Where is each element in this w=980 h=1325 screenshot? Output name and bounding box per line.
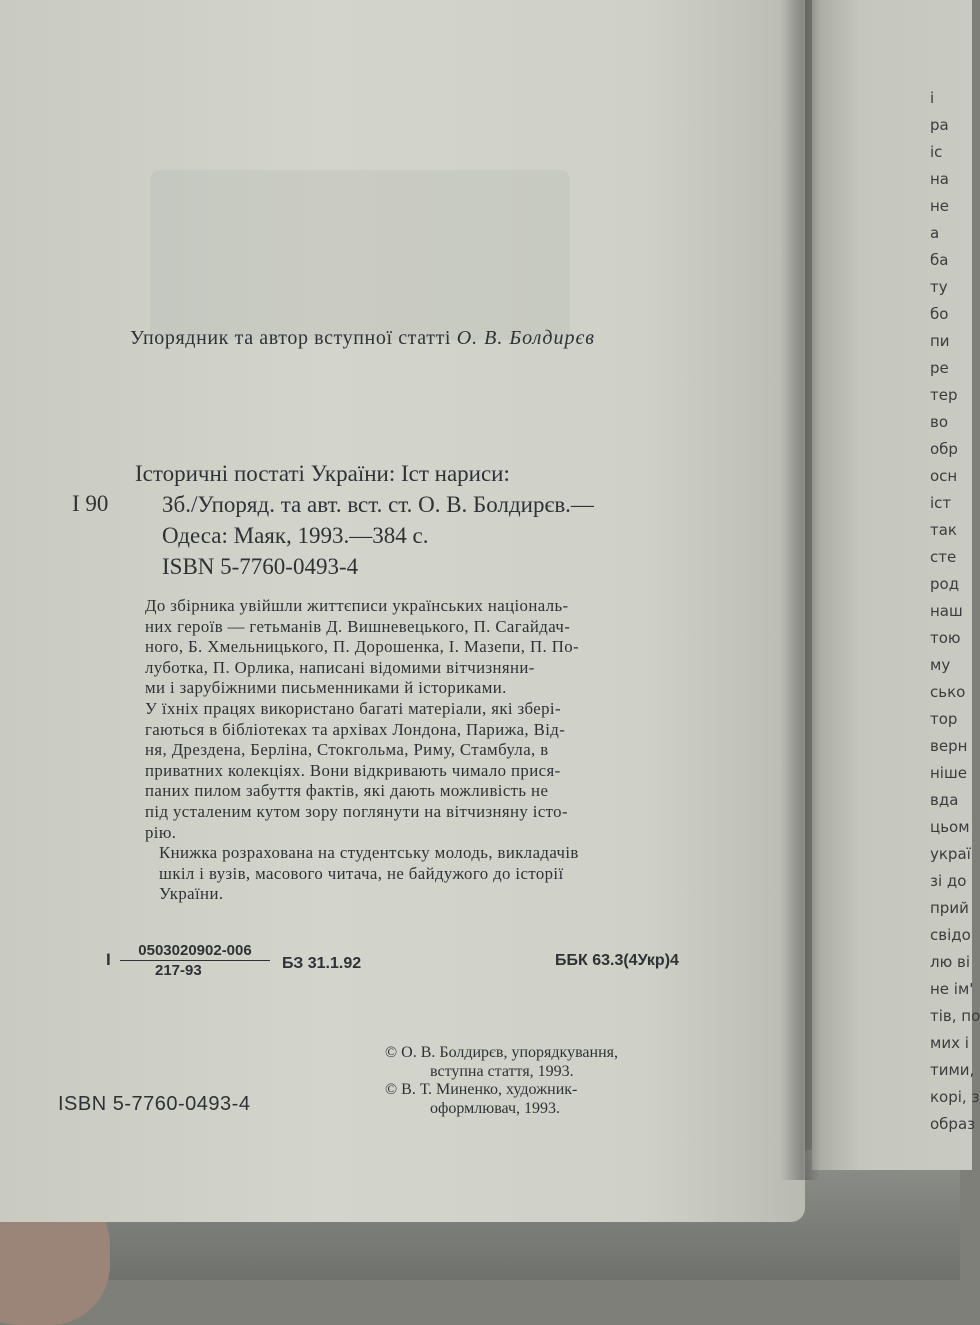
annotation-line: У їхніх працях використано багаті матеріали, які збері-	[145, 698, 561, 718]
right-page-fragment: прий	[930, 899, 969, 917]
right-page-fragment: зі до	[930, 872, 967, 890]
annotation-line: приватних колекціях. Вони відкривають чимало прися-	[145, 760, 561, 780]
right-page-fragment: сько	[930, 683, 966, 701]
right-page-fragment: верн	[930, 737, 968, 755]
index-prefix: І	[106, 950, 111, 969]
isbn-bottom: ISBN 5-7760-0493-4	[58, 1093, 251, 1115]
right-page-fragment: на	[930, 170, 949, 188]
right-page-fragment: бо	[930, 305, 949, 323]
annotation-line: шкіл і вузів, масового читача, не байдужого до історії	[159, 863, 564, 883]
right-page-fragment: образ	[930, 1115, 976, 1133]
right-page-fragment: ре	[930, 359, 949, 377]
biblio-title-line: Історичні постаті України: Іст нариси:	[135, 461, 510, 486]
copyright-designer	[385, 1080, 577, 1118]
right-page-fragment: а	[930, 224, 940, 242]
compiler-label: Упорядник та автор вступної статті	[130, 327, 452, 349]
right-page-fragment: лю ві	[930, 953, 970, 971]
annotation-line: Книжка розрахована на студентську молодь, викладачів	[159, 843, 579, 863]
annotation-line: паних пилом забуття фактів, які дають можливість не	[145, 781, 549, 801]
right-page-fragment: ра	[930, 116, 949, 134]
right-page-fragment: род	[930, 575, 960, 593]
copyright-compiler	[385, 1043, 618, 1081]
copyright-line: вступна стаття, 1993.	[430, 1063, 574, 1080]
classification-code: І 90	[72, 491, 109, 516]
right-page-fragment: пи	[930, 332, 950, 350]
right-page-fragment: так	[930, 521, 957, 539]
right-page-fragment: во	[930, 413, 949, 431]
copyright-line: © В. Т. Миненко, художник-	[385, 1081, 578, 1098]
right-page-fragment: іс	[930, 143, 943, 161]
annotation-line: ного, Б. Хмельницького, П. Дорошенка, І. Мазепи, П. По-	[145, 637, 579, 657]
annotation-line: рію.	[145, 822, 177, 842]
annotation-line: них героїв — гетьманів Д. Вишневецького, П. Сагайдач-	[145, 616, 571, 636]
right-page-fragment: тими,	[930, 1061, 975, 1079]
annotation-line: До збірника увійшли життєписи українських національ-	[145, 596, 569, 615]
right-page-fragment: му	[930, 656, 951, 674]
right-page-fragment: тою	[930, 629, 961, 647]
copyright-line: © О. В. Болдирєв, упорядкування,	[385, 1044, 619, 1061]
biblio-line: Одеса: Маяк, 1993.—384 с.	[162, 523, 429, 548]
annotation-line: України.	[159, 884, 224, 904]
compiler-name: О. В. Болдирєв	[456, 327, 595, 349]
right-page-fragment: і	[930, 89, 935, 107]
annotation-line: ня, Дрездена, Берліна, Стокгольма, Риму, Стамбула, в	[145, 740, 549, 760]
right-page-fragment: тів, по	[930, 1007, 980, 1025]
book-gutter	[780, 0, 820, 1180]
right-page-fragment: цьом	[930, 818, 970, 836]
biblio-line: Зб./Упоряд. та авт. вст. ст. О. В. Болдирєв.—	[162, 492, 594, 517]
index-numerator: 0503020902-006	[120, 942, 270, 961]
right-page-fragment: вда	[930, 791, 959, 809]
right-page-fragment: іст	[930, 494, 952, 512]
right-page-fragment: тор	[930, 710, 958, 728]
annotation	[145, 596, 579, 905]
bz-code: БЗ 31.1.92	[282, 955, 362, 972]
right-page-fragment: обр	[930, 440, 958, 458]
right-page-fragment: ту	[930, 278, 948, 296]
right-page-fragment: осн	[930, 467, 958, 485]
right-page-fragment: ніше	[930, 764, 967, 782]
index-fraction	[120, 942, 270, 979]
right-page-fragment: корі, з	[930, 1088, 980, 1106]
annotation-line: луботка, П. Орлика, написані відомими вітчизняни-	[145, 657, 535, 677]
annotation-line: гаються в бібліотеках та архівах Лондона, Парижа, Від-	[145, 719, 566, 739]
biblio-isbn: ISBN 5-7760-0493-4	[162, 554, 359, 579]
right-page-fragment: наш	[930, 602, 963, 620]
right-page-fragment: свідо	[930, 926, 971, 944]
right-page-fragment: тер	[930, 386, 958, 404]
right-page-fragment: ба	[930, 251, 949, 269]
annotation-line: ми і зарубіжними письменниками й істориками.	[145, 678, 507, 698]
right-page-fragment: не ім'	[930, 980, 974, 998]
annotation-line: під усталеним кутом зору поглянути на вітчизняну істо-	[145, 801, 568, 821]
right-page-fragment: украї	[930, 845, 971, 863]
right-page-fragment: не	[930, 197, 950, 215]
copyright-line: оформлювач, 1993.	[430, 1100, 561, 1117]
bibliographic-record	[135, 458, 594, 582]
right-page-fragment: сте	[930, 548, 957, 566]
index-denominator: 217-93	[155, 962, 202, 979]
right-page-fragment: мих і	[930, 1034, 969, 1052]
right-page-text	[930, 85, 980, 1138]
show-through-ghost-text	[150, 170, 570, 340]
bbk-code: ББК 63.3(4Укр)4	[555, 952, 679, 969]
compiler-line	[130, 327, 595, 350]
